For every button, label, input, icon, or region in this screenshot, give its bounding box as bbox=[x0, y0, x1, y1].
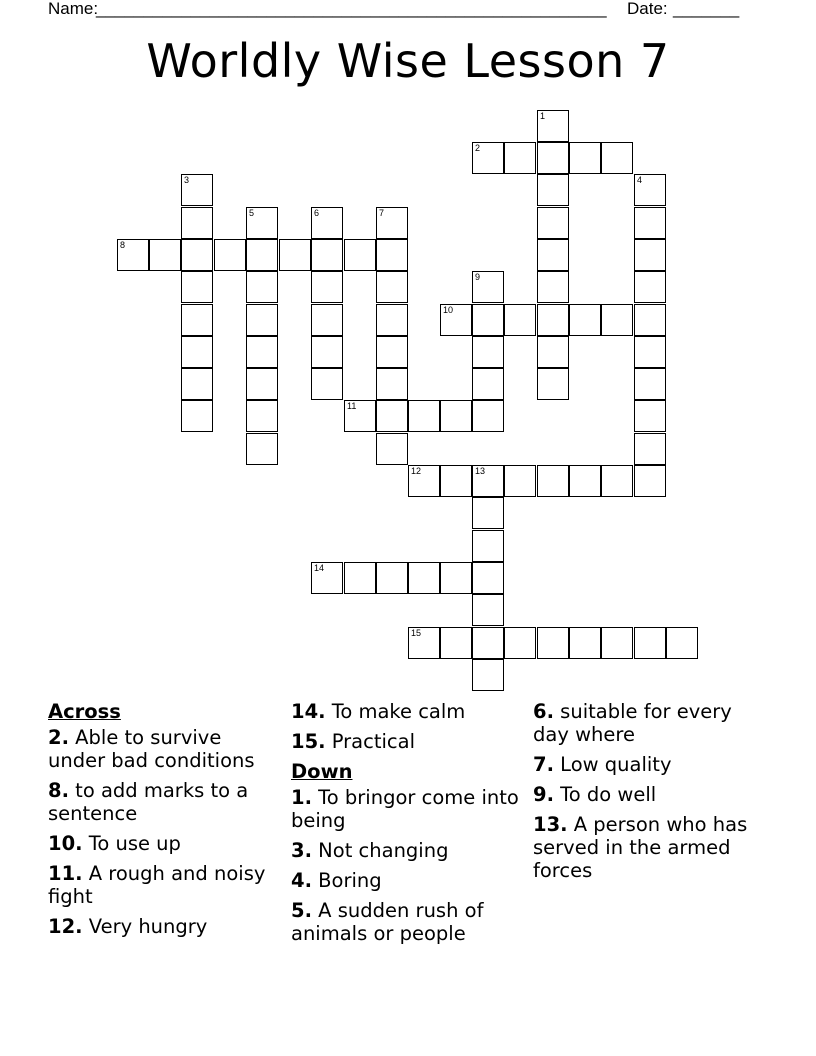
grid-cell[interactable] bbox=[344, 239, 376, 271]
cell-number: 13 bbox=[475, 466, 486, 476]
page-title: Worldly Wise Lesson 7 bbox=[146, 34, 670, 88]
cell-number: 15 bbox=[411, 628, 422, 638]
grid-cell[interactable] bbox=[537, 465, 569, 497]
clue-text: Very hungry bbox=[82, 915, 208, 938]
grid-cell[interactable] bbox=[634, 627, 666, 659]
grid-cell[interactable] bbox=[344, 562, 376, 594]
grid-cell[interactable] bbox=[408, 465, 440, 497]
grid-cell[interactable] bbox=[181, 207, 213, 239]
grid-cell[interactable] bbox=[214, 239, 246, 271]
cell-number: 9 bbox=[475, 272, 481, 282]
grid-cell[interactable] bbox=[537, 627, 569, 659]
grid-cell[interactable] bbox=[634, 465, 666, 497]
grid-cell[interactable] bbox=[376, 562, 408, 594]
clue-number: 2. bbox=[48, 726, 69, 749]
down-heading: Down bbox=[291, 760, 353, 783]
grid-cell[interactable] bbox=[504, 142, 536, 174]
clue-number: 5. bbox=[291, 899, 312, 922]
grid-cell[interactable] bbox=[537, 142, 569, 174]
grid-cell[interactable] bbox=[634, 368, 666, 400]
grid-cell[interactable] bbox=[601, 465, 633, 497]
clue-down bbox=[533, 753, 773, 776]
grid-cell[interactable] bbox=[472, 497, 504, 529]
grid-cell[interactable] bbox=[246, 433, 278, 465]
cell-number: 12 bbox=[411, 466, 422, 476]
grid-cell[interactable] bbox=[117, 239, 149, 271]
grid-cell[interactable] bbox=[634, 433, 666, 465]
clue-text: Low quality bbox=[553, 753, 672, 776]
cell-number: 8 bbox=[120, 240, 126, 250]
grid-cell[interactable] bbox=[537, 304, 569, 336]
clue-text: A person who has served in the armed forces bbox=[533, 813, 748, 882]
grid-cell[interactable] bbox=[408, 562, 440, 594]
grid-cell[interactable] bbox=[504, 627, 536, 659]
cell-number: 11 bbox=[347, 401, 357, 411]
cell-number: 10 bbox=[443, 305, 454, 315]
clue-number: 15. bbox=[291, 730, 326, 753]
clue-text: suitable for every day where bbox=[533, 700, 732, 746]
grid-cell[interactable] bbox=[537, 239, 569, 271]
grid-cell[interactable] bbox=[472, 400, 504, 432]
clue-number: 11. bbox=[48, 862, 83, 885]
clue-number: 9. bbox=[533, 783, 554, 806]
grid-cell[interactable] bbox=[537, 174, 569, 206]
clue-across bbox=[291, 700, 526, 723]
clue-text: Practical bbox=[325, 730, 416, 753]
clue-number: 1. bbox=[291, 786, 312, 809]
grid-cell[interactable] bbox=[634, 239, 666, 271]
grid-cell[interactable] bbox=[440, 304, 472, 336]
grid-cell[interactable] bbox=[246, 400, 278, 432]
grid-cell[interactable] bbox=[311, 368, 343, 400]
grid-cell[interactable] bbox=[376, 336, 408, 368]
grid-cell[interactable] bbox=[634, 174, 666, 206]
clue-number: 14. bbox=[291, 700, 326, 723]
grid-cell[interactable] bbox=[311, 239, 343, 271]
grid-cell[interactable] bbox=[311, 207, 343, 239]
grid-cell[interactable] bbox=[246, 207, 278, 239]
grid-cell[interactable] bbox=[537, 207, 569, 239]
grid-cell[interactable] bbox=[376, 400, 408, 432]
clue-number: 3. bbox=[291, 839, 312, 862]
grid-cell[interactable] bbox=[246, 336, 278, 368]
grid-cell[interactable] bbox=[472, 368, 504, 400]
grid-cell[interactable] bbox=[279, 239, 311, 271]
grid-cell[interactable] bbox=[246, 239, 278, 271]
grid-cell[interactable] bbox=[634, 400, 666, 432]
grid-cell[interactable] bbox=[634, 336, 666, 368]
grid-cell[interactable] bbox=[246, 368, 278, 400]
clue-down bbox=[533, 700, 773, 746]
clue-column-3 bbox=[533, 700, 773, 889]
clue-number: 12. bbox=[48, 915, 83, 938]
clue-down bbox=[291, 839, 526, 862]
grid-cell[interactable] bbox=[472, 304, 504, 336]
clue-across bbox=[291, 730, 526, 753]
clue-column-2 bbox=[291, 700, 526, 952]
grid-cell[interactable] bbox=[569, 627, 601, 659]
clue-down bbox=[291, 899, 526, 945]
clue-text: To make calm bbox=[325, 700, 466, 723]
grid-cell[interactable] bbox=[472, 627, 504, 659]
grid-cell[interactable] bbox=[408, 627, 440, 659]
grid-cell[interactable] bbox=[408, 400, 440, 432]
grid-cell[interactable] bbox=[181, 174, 213, 206]
cell-number: 7 bbox=[379, 208, 385, 218]
clue-text: Not changing bbox=[311, 839, 449, 862]
clue-number: 4. bbox=[291, 869, 312, 892]
grid-cell[interactable] bbox=[504, 465, 536, 497]
cell-number: 6 bbox=[314, 208, 320, 218]
cell-number: 5 bbox=[249, 208, 255, 218]
grid-cell[interactable] bbox=[666, 627, 698, 659]
grid-cell[interactable] bbox=[634, 207, 666, 239]
grid-cell[interactable] bbox=[472, 562, 504, 594]
name-line[interactable]: ______________________________________________________ bbox=[96, 0, 607, 18]
grid-cell[interactable] bbox=[181, 368, 213, 400]
date-line[interactable]: _______ bbox=[673, 0, 740, 18]
grid-cell[interactable] bbox=[246, 304, 278, 336]
grid-cell[interactable] bbox=[569, 465, 601, 497]
grid-cell[interactable] bbox=[181, 239, 213, 271]
grid-cell[interactable] bbox=[181, 271, 213, 303]
grid-cell[interactable] bbox=[472, 336, 504, 368]
clue-text: to add marks to a sentence bbox=[48, 779, 249, 825]
grid-cell[interactable] bbox=[149, 239, 181, 271]
grid-cell[interactable] bbox=[537, 271, 569, 303]
grid-cell[interactable] bbox=[376, 271, 408, 303]
grid-cell[interactable] bbox=[311, 336, 343, 368]
cell-number: 4 bbox=[637, 175, 643, 185]
grid-cell[interactable] bbox=[376, 433, 408, 465]
grid-cell[interactable] bbox=[246, 271, 278, 303]
cell-number: 1 bbox=[540, 111, 546, 121]
grid-cell[interactable] bbox=[181, 400, 213, 432]
across-heading: Across bbox=[48, 700, 121, 723]
grid-cell[interactable] bbox=[472, 594, 504, 626]
clue-down bbox=[533, 783, 773, 806]
clue-number: 7. bbox=[533, 753, 554, 776]
clue-text: Boring bbox=[311, 869, 382, 892]
clue-across bbox=[48, 862, 283, 908]
clue-across bbox=[48, 726, 283, 772]
grid-cell[interactable] bbox=[569, 304, 601, 336]
grid-cell[interactable] bbox=[601, 627, 633, 659]
clue-text: Able to survive under bad conditions bbox=[48, 726, 255, 772]
clue-column-1 bbox=[48, 700, 283, 945]
grid-cell[interactable] bbox=[440, 400, 472, 432]
grid-cell[interactable] bbox=[311, 271, 343, 303]
grid-cell[interactable] bbox=[344, 400, 376, 432]
grid-cell[interactable] bbox=[472, 659, 504, 691]
grid-cell[interactable] bbox=[472, 465, 504, 497]
clue-across bbox=[48, 779, 283, 825]
grid-cell[interactable] bbox=[537, 110, 569, 142]
grid-cell[interactable] bbox=[537, 336, 569, 368]
grid-cell[interactable] bbox=[569, 142, 601, 174]
grid-cell[interactable] bbox=[181, 336, 213, 368]
clue-down bbox=[291, 869, 526, 892]
clue-number: 10. bbox=[48, 832, 83, 855]
grid-cell[interactable] bbox=[601, 304, 633, 336]
grid-cell[interactable] bbox=[440, 562, 472, 594]
name-label: Name: bbox=[48, 0, 99, 18]
grid-cell[interactable] bbox=[181, 304, 213, 336]
clue-number: 8. bbox=[48, 779, 69, 802]
clue-text: To do well bbox=[553, 783, 657, 806]
grid-cell[interactable] bbox=[472, 271, 504, 303]
clue-down bbox=[533, 813, 773, 882]
clue-across bbox=[48, 915, 283, 938]
clue-text: A sudden rush of animals or people bbox=[291, 899, 484, 945]
grid-cell[interactable] bbox=[376, 368, 408, 400]
clue-across bbox=[48, 832, 283, 855]
grid-cell[interactable] bbox=[376, 304, 408, 336]
cell-number: 3 bbox=[184, 175, 190, 185]
grid-cell[interactable] bbox=[311, 562, 343, 594]
clue-down bbox=[291, 786, 526, 832]
grid-cell[interactable] bbox=[376, 207, 408, 239]
grid-cell[interactable] bbox=[634, 304, 666, 336]
grid-cell[interactable] bbox=[376, 239, 408, 271]
clue-text: To use up bbox=[82, 832, 181, 855]
cell-number: 2 bbox=[475, 143, 481, 153]
grid-cell[interactable] bbox=[537, 368, 569, 400]
grid-cell[interactable] bbox=[440, 465, 472, 497]
cell-number: 14 bbox=[314, 563, 325, 573]
date-label: Date: bbox=[627, 0, 668, 18]
grid-cell[interactable] bbox=[634, 271, 666, 303]
clue-text: A rough and noisy fight bbox=[48, 862, 266, 908]
clue-number: 6. bbox=[533, 700, 554, 723]
grid-cell[interactable] bbox=[472, 530, 504, 562]
grid-cell[interactable] bbox=[440, 627, 472, 659]
clue-text: To bringor come into being bbox=[291, 786, 519, 832]
grid-cell[interactable] bbox=[311, 304, 343, 336]
grid-cell[interactable] bbox=[601, 142, 633, 174]
grid-cell[interactable] bbox=[504, 304, 536, 336]
grid-cell[interactable] bbox=[472, 142, 504, 174]
clue-number: 13. bbox=[533, 813, 568, 836]
